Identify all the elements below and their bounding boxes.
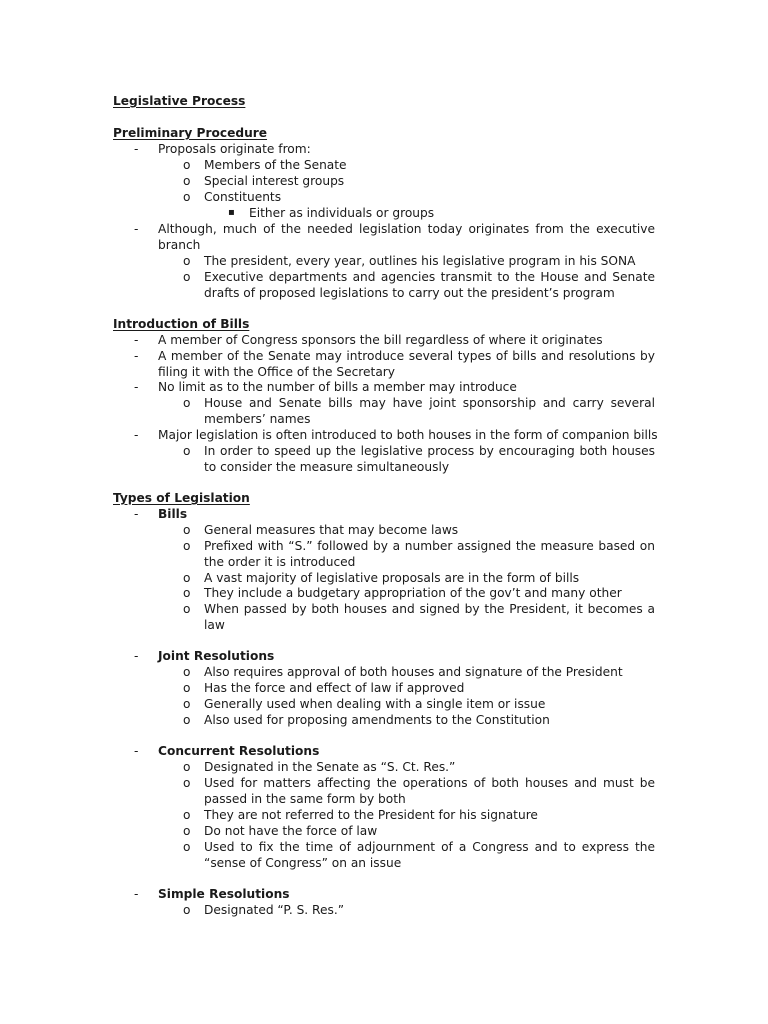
circle-bullet: o xyxy=(183,190,191,204)
subsection-label-joint: Joint Resolutions xyxy=(158,649,275,663)
list-item: Members of the Senate xyxy=(204,158,347,172)
list-item-continuation: drafts of proposed legislations to carry out the president’s program xyxy=(204,286,615,300)
list-item: A vast majority of legislative proposals are in the form of bills xyxy=(204,571,580,585)
list-item-continuation: law xyxy=(204,618,225,632)
dash-bullet: - xyxy=(134,744,139,758)
list-item: The president, every year, outlines his legislative program in his SONA xyxy=(204,254,636,268)
dash-bullet: - xyxy=(134,649,139,663)
list-item-continuation: “sense of Congress” on an issue xyxy=(204,856,402,870)
circle-bullet: o xyxy=(183,158,191,172)
circle-bullet: o xyxy=(183,539,191,553)
list-item: General measures that may become laws xyxy=(204,523,459,537)
circle-bullet: o xyxy=(183,903,191,917)
list-item: Special interest groups xyxy=(204,174,345,188)
list-item: Do not have the force of law xyxy=(204,824,378,838)
dash-bullet: - xyxy=(134,380,139,394)
subsection-label-concurrent: Concurrent Resolutions xyxy=(158,744,320,758)
section-heading-preliminary: Preliminary Procedure xyxy=(113,126,268,140)
circle-bullet: o xyxy=(183,776,191,790)
circle-bullet: o xyxy=(183,396,191,410)
circle-bullet: o xyxy=(183,174,191,188)
list-item: House and Senate bills may have joint sponsorship and carry several xyxy=(204,396,655,410)
list-item: Generally used when dealing with a single item or issue xyxy=(204,697,546,711)
list-item: Major legislation is often introduced to both houses in the form of companion bills xyxy=(158,428,658,442)
list-item: A member of the Senate may introduce several types of bills and resolutions by xyxy=(158,349,655,363)
dash-bullet: - xyxy=(134,507,139,521)
circle-bullet: o xyxy=(183,270,191,284)
dash-bullet: - xyxy=(134,349,139,363)
list-item: Executive departments and agencies transmit to the House and Senate xyxy=(204,270,655,284)
list-item: Used to fix the time of adjournment of a Congress and to express the xyxy=(204,840,655,854)
list-item: Also used for proposing amendments to the Constitution xyxy=(204,713,550,727)
list-item: Although, much of the needed legislation today originates from the executive xyxy=(158,222,655,236)
list-item: They are not referred to the President for his signature xyxy=(204,808,538,822)
circle-bullet: o xyxy=(183,681,191,695)
list-item-continuation: filing it with the Office of the Secretary xyxy=(158,365,396,379)
circle-bullet: o xyxy=(183,571,191,585)
list-item: Designated in the Senate as “S. Ct. Res.” xyxy=(204,760,456,774)
circle-bullet: o xyxy=(183,586,191,600)
dash-bullet: - xyxy=(134,222,139,236)
circle-bullet: o xyxy=(183,523,191,537)
circle-bullet: o xyxy=(183,808,191,822)
circle-bullet: o xyxy=(183,444,191,458)
subsection-label-simple: Simple Resolutions xyxy=(158,887,290,901)
list-item-continuation: the order it is introduced xyxy=(204,555,356,569)
list-item: Either as individuals or groups xyxy=(249,206,435,220)
list-item-continuation: to consider the measure simultaneously xyxy=(204,460,450,474)
list-item: A member of Congress sponsors the bill regardless of where it originates xyxy=(158,333,603,347)
list-item-continuation: passed in the same form by both xyxy=(204,792,406,806)
circle-bullet: o xyxy=(183,840,191,854)
list-item: When passed by both houses and signed by the President, it becomes a xyxy=(204,602,655,616)
dash-bullet: - xyxy=(134,142,139,156)
circle-bullet: o xyxy=(183,824,191,838)
list-item: They include a budgetary appropriation of the gov’t and many other xyxy=(204,586,622,600)
list-item: Used for matters affecting the operations of both houses and must be xyxy=(204,776,655,790)
dash-bullet: - xyxy=(134,428,139,442)
list-item-continuation: branch xyxy=(158,238,201,252)
list-item: No limit as to the number of bills a member may introduce xyxy=(158,380,517,394)
square-bullet: ▪ xyxy=(228,207,235,218)
circle-bullet: o xyxy=(183,602,191,616)
list-item: Has the force and effect of law if approved xyxy=(204,681,465,695)
list-item: Constituents xyxy=(204,190,282,204)
section-heading-types: Types of Legislation xyxy=(113,491,250,505)
circle-bullet: o xyxy=(183,254,191,268)
document-title: Legislative Process xyxy=(113,94,246,108)
circle-bullet: o xyxy=(183,760,191,774)
circle-bullet: o xyxy=(183,665,191,679)
list-item: In order to speed up the legislative process by encouraging both houses xyxy=(204,444,655,458)
subsection-label-bills: Bills xyxy=(158,507,188,521)
circle-bullet: o xyxy=(183,713,191,727)
dash-bullet: - xyxy=(134,333,139,347)
dash-bullet: - xyxy=(134,887,139,901)
list-item: Designated “P. S. Res.” xyxy=(204,903,345,917)
list-item-continuation: members’ names xyxy=(204,412,311,426)
list-item: Prefixed with “S.” followed by a number assigned the measure based on xyxy=(204,539,655,553)
list-item: Proposals originate from: xyxy=(158,142,311,156)
circle-bullet: o xyxy=(183,697,191,711)
list-item: Also requires approval of both houses and signature of the President xyxy=(204,665,623,679)
section-heading-introduction: Introduction of Bills xyxy=(113,317,250,331)
